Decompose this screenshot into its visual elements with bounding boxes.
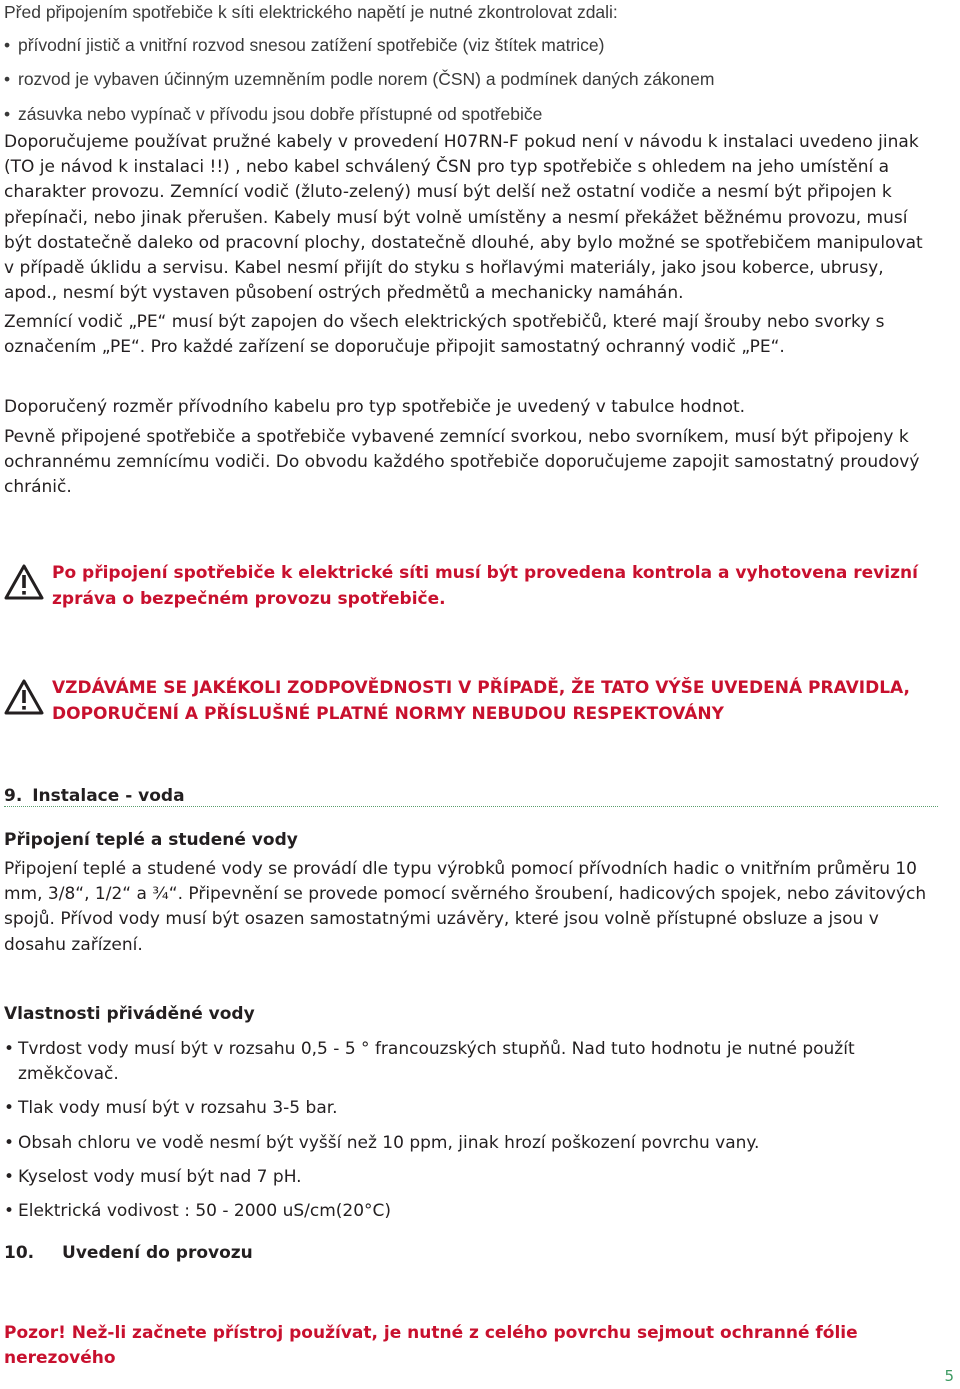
pe-paragraph: Zemnící vodič „PE“ musí být zapojen do všech elektrických spotřebičů, které mají šrouby nebo svorky s označením „PE“. Pro každé zařízení se doporučuje připojit samostatný ochranný vodič „PE“. [4,312,885,358]
warning-text: Po připojení spotřebiče k elektrické síti musí být provedena kontrola a vyhotovena revizní zpráva o bezpečném provozu spotřebiče. [52,563,918,609]
warning-text: VZDÁVÁME SE JAKÉKOLI ZODPOVĚDNOSTI V PŘÍPADĚ, ŽE TATO VÝŠE UVEDENÁ PRAVIDLA, DOPORUČENÍ A PŘÍSLUŠNÉ PLATNÉ NORMY NEBUDOU RESPEKTOVÁNY [52,678,910,724]
section-title: Uvedení do provozu [62,1243,253,1263]
alert-text: Než-li začnete přístroj používat, je nutné z celého povrchu sejmout ochranné fólie nerezového [4,1323,858,1369]
checklist-item: • rozvod je vybaven účinným uzemněním podle norem (ČSN) a podmínek daných zákonem [4,67,934,92]
water-connection-text: Připojení teplé a studené vody se provádí dle typu výrobků pomocí přívodních hadic o vnitřním průměru 10 mm, 3/8“, 1/2“ a ¾“. Připevnění se provede pomocí svěrného šroubení, hadicových spojek, nebo závitových spojů. Přívod vody musí být osazen samostatnými uzávěry, které jsou volně přístupné obsluze a jsou v dosahu zařízení. [4,859,927,955]
section-number: 10. [4,1243,35,1263]
warning-triangle-icon [4,679,44,715]
checklist-lead: Před připojením spotřebiče k síti elektrického napětí je nutné zkontrolovat zdali: [4,2,618,22]
cable-size-paragraph: Doporučený rozměr přívodního kabelu pro typ spotřebiče je uvedený v tabulce hodnot. [4,397,746,417]
water-connection-heading: Připojení teplé a studené vody [4,830,298,850]
list-item: • Elektrická vodivost : 50 - 2000 uS/cm(20°C) [4,1199,884,1224]
list-item: • Obsah chloru ve vodě nesmí být vyšší než 10 ppm, jinak hrozí poškození povrchu vany. [4,1131,884,1156]
section-divider [4,806,938,807]
section-9-heading [4,785,938,807]
film-removal-alert [4,1321,934,1371]
section-10-heading [4,1242,938,1264]
grounding-paragraph: Pevně připojené spotřebiče a spotřebiče vybavené zemnící svorkou, nebo svorníkem, musí být připojeny k ochrannému zemnícímu vodiči. Do obvodu každého spotřebiče doporučujeme zapojit samostatný proudový chránič. [4,427,920,498]
checklist-item: • zásuvka nebo vypínač v přívodu jsou dobře přístupné od spotřebiče [4,102,934,127]
water-properties-heading: Vlastnosti přiváděné vody [4,1004,255,1024]
list-item: • Tvrdost vody musí být v rozsahu 0,5 - 5 ° francouzských stupňů. Nad tuto hodnotu je nutné použít změkčovač. [4,1037,884,1087]
page-number: 5 [944,1367,954,1385]
water-properties-list [4,1037,884,1224]
checklist-item: • přívodní jistič a vnitřní rozvod snesou zatížení spotřebiče (viz štítek matrice) [4,33,934,58]
electrical-checklist [4,0,934,127]
list-item: • Tlak vody musí být v rozsahu 3-5 bar. [4,1096,884,1121]
alert-word: Pozor! [4,1323,66,1343]
warning-triangle-icon [4,564,44,600]
section-number: 9. [4,786,23,806]
section-title: Instalace - voda [32,786,185,806]
list-item: • Kyselost vody musí být nad 7 pH. [4,1165,884,1190]
cable-paragraph: Doporučujeme používat pružné kabely v provedení H07RN-F pokud není v návodu k instalaci uvedeno jinak (TO je návod k instalaci !!) , nebo kabel schválený ČSN pro typ spotřebiče s ohledem na jeho umístění a charakter provozu. Zemnící vodič (žluto-zelený) musí být delší než ostatní vodiče a nesmí být připojen k přepínači, nebo jinak přerušen. Kabely musí být volně umístěny a nesmí překážet běžnému provozu, musí být dostatečně daleko od pracovní plochy, dostatečně dlouhé, aby bylo možné se spotřebičem manipulovat v případě úklidu a servisu. Kabel nesmí přijít do styku s hořlavými materiály, jako jsou koberce, ubrusy, apod., nesmí být vystaven působení ostrých předmětů a mechanicky namáhán. [4,132,923,304]
